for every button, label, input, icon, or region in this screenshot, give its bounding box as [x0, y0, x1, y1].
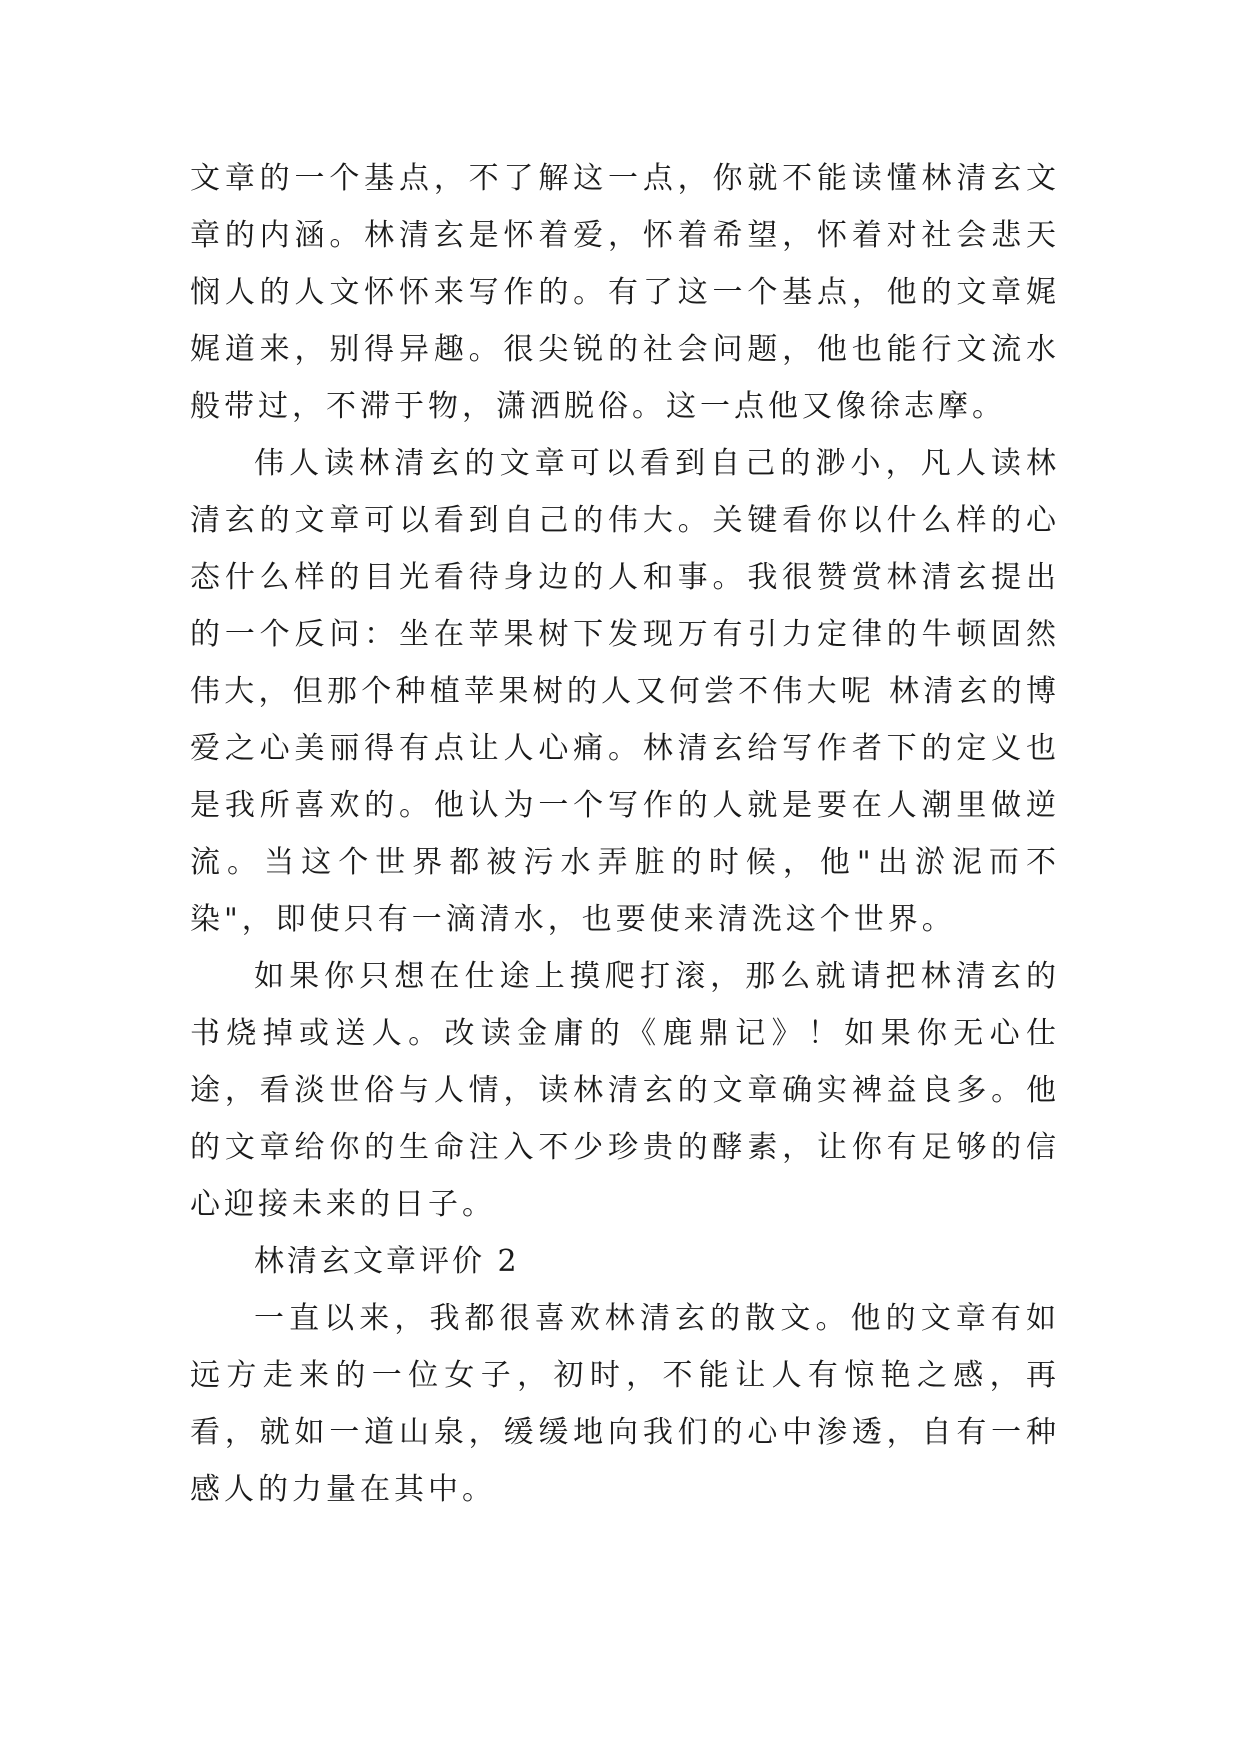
- paragraph-career-and-reading: 如果你只想在仕途上摸爬打滚，那么就请把林清玄的书烧掉或送人。改读金庸的《鹿鼎记》！如果你无心仕途，看淡世俗与人情，读林清玄的文章确实裨益良多。他的文章给你的生命注入不少珍贵的酵素，让你有足够的信心迎接未来的日子。: [190, 959, 1060, 1222]
- document-body: [190, 150, 1060, 1518]
- paragraph-prose-appreciation: 一直以来，我都很喜欢林清玄的散文。他的文章有如远方走来的一位女子，初时，不能让人有惊艳之感，再看，就如一道山泉，缓缓地向我们的心中渗透，自有一种感人的力量在其中。: [190, 1301, 1060, 1507]
- paragraph-great-and-ordinary: 伟人读林清玄的文章可以看到自己的渺小，凡人读林清玄的文章可以看到自己的伟大。关键看你以什么样的心态什么样的目光看待身边的人和事。我很赞赏林清玄提出的一个反问：坐在苹果树下发现万有引力定律的牛顿固然伟大，但那个种植苹果树的人又何尝不伟大呢 林清玄的博爱之心美丽得有点让人心痛。林清玄给写作者下的定义也是我所喜欢的。他认为一个写作的人就是要在人潮里做逆流。当这个世界都被污水弄脏的时候，他"出淤泥而不染"，即使只有一滴清水，也要使来清洗这个世界。: [190, 446, 1060, 937]
- paragraph-continuation: 文章的一个基点，不了解这一点，你就不能读懂林清玄文章的内涵。林清玄是怀着爱，怀着希望，怀着对社会悲天悯人的人文怀怀来写作的。有了这一个基点，他的文章娓娓道来，别得异趣。很尖锐的社会问题，他也能行文流水般带过，不滞于物，潇洒脱俗。这一点他又像徐志摩。: [190, 161, 1060, 424]
- section-heading: 林清玄文章评价 2: [254, 1244, 520, 1279]
